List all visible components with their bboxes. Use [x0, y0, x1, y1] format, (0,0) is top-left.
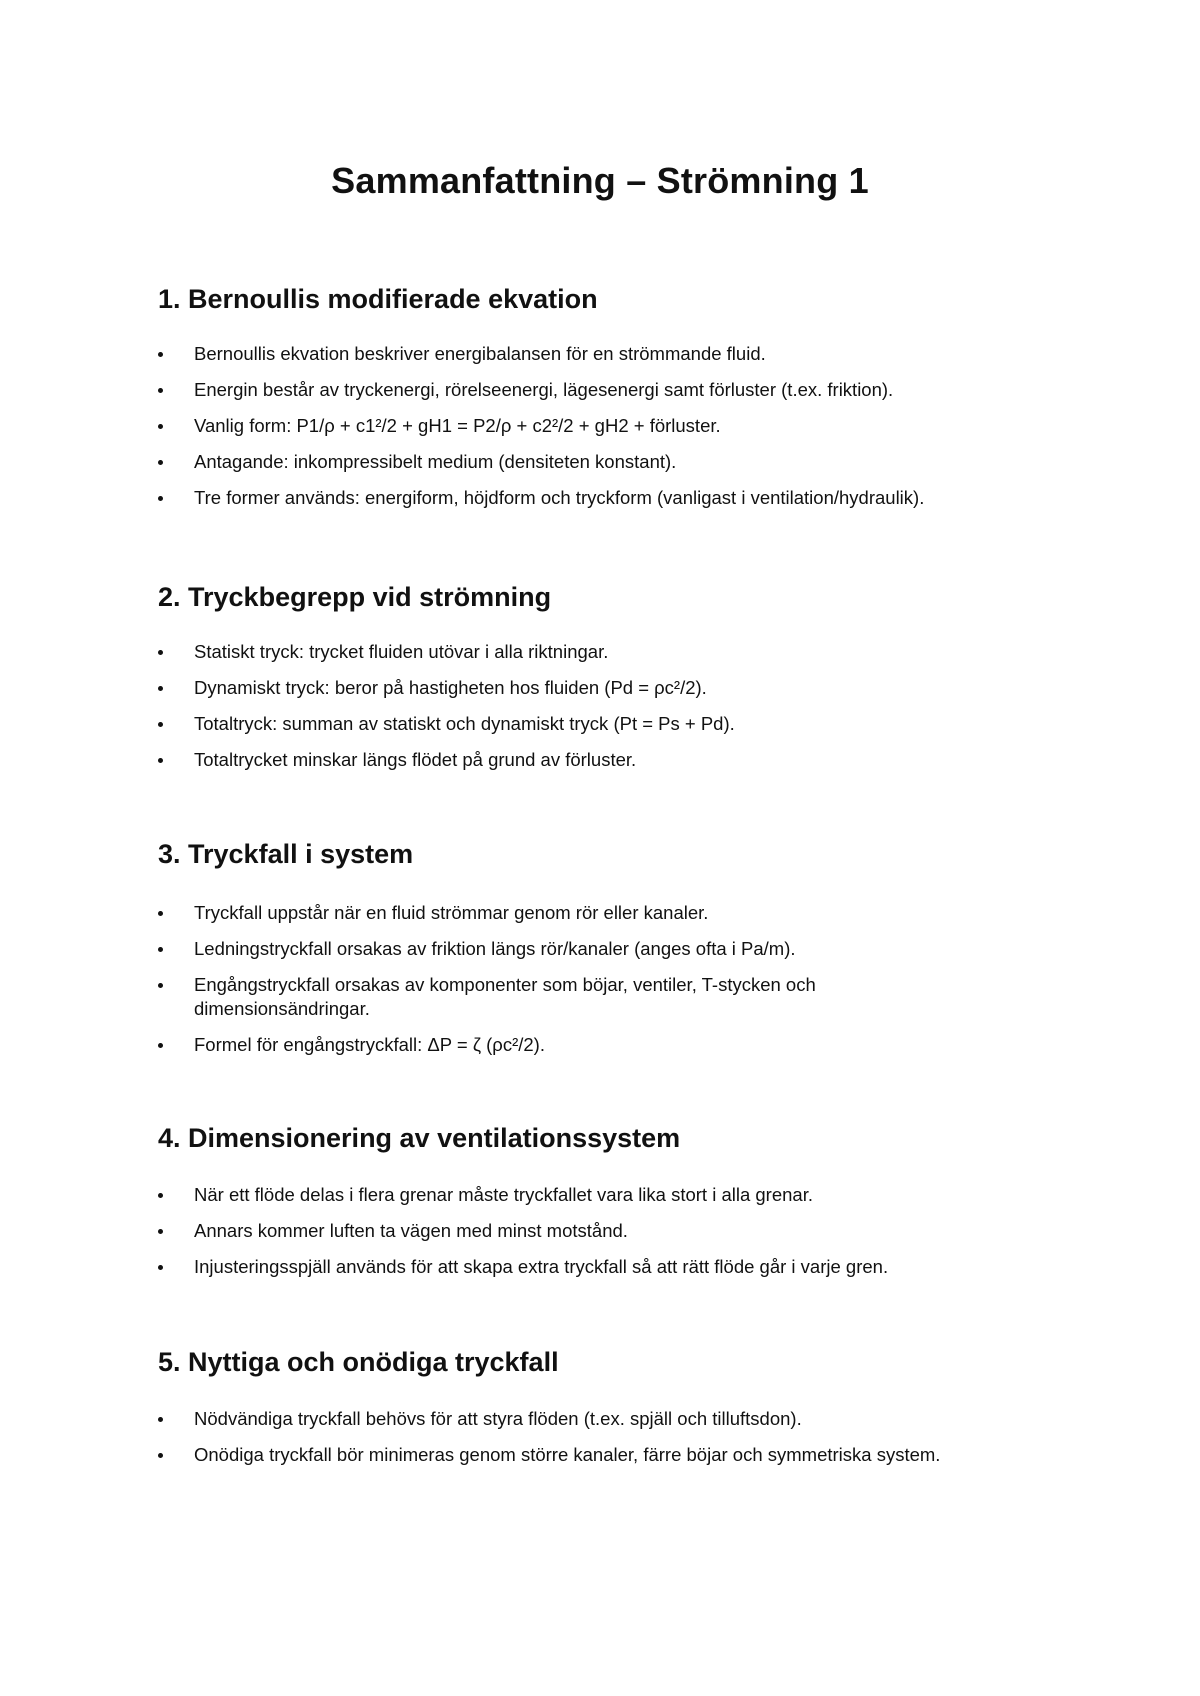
- list-item: Totaltrycket minskar längs flödet på grund av förluster.: [158, 748, 1058, 772]
- bullet-icon: [158, 424, 163, 429]
- bullet-icon: [158, 983, 163, 988]
- document-title: Sammanfattning – Strömning 1: [331, 160, 869, 201]
- bullet-icon: [158, 352, 163, 357]
- list-item: Statiskt tryck: trycket fluiden utövar i alla riktningar.: [158, 640, 1058, 664]
- list-item: Tre former används: energiform, höjdform och tryckform (vanligast i ventilation/hydraulik).: [158, 486, 1058, 510]
- section-bernoulli: [158, 282, 1058, 522]
- list-item: Totaltryck: summan av statiskt och dynamiskt tryck (Pt = Ps + Pd).: [158, 712, 1058, 736]
- list-item: När ett flöde delas i flera grenar måste tryckfallet vara lika stort i alla grenar.: [158, 1183, 1058, 1207]
- bullet-list: [158, 342, 1058, 510]
- section-nyttiga-tryckfall: [158, 1345, 1058, 1479]
- bullet-list: [158, 901, 1058, 1057]
- list-item: Vanlig form: P1/ρ + c1²/2 + gH1 = P2/ρ + c2²/2 + gH2 + förluster.: [158, 414, 1058, 438]
- bullet-icon: [158, 722, 163, 727]
- list-item: Injusteringsspjäll används för att skapa extra tryckfall så att rätt flöde går i varje gren.: [158, 1255, 1058, 1279]
- section-tryckbegrepp: [158, 580, 1058, 784]
- bullet-icon: [158, 686, 163, 691]
- list-item: Nödvändiga tryckfall behövs för att styra flöden (t.ex. spjäll och tilluftsdon).: [158, 1407, 1058, 1431]
- bullet-icon: [158, 650, 163, 655]
- list-item: Annars kommer luften ta vägen med minst motstånd.: [158, 1219, 1058, 1243]
- bullet-icon: [158, 758, 163, 763]
- section-heading: 1. Bernoullis modifierade ekvation: [158, 284, 598, 314]
- list-item: Energin består av tryckenergi, rörelseenergi, lägesenergi samt förluster (t.ex. friktion).: [158, 378, 1058, 402]
- bullet-icon: [158, 1265, 163, 1270]
- section-heading: 3. Tryckfall i system: [158, 839, 414, 869]
- bullet-icon: [158, 388, 163, 393]
- bullet-icon: [158, 947, 163, 952]
- section-tryckfall: [158, 837, 1058, 1069]
- bullet-icon: [158, 496, 163, 501]
- bullet-list: [158, 640, 1058, 772]
- list-item: Antagande: inkompressibelt medium (densiteten konstant).: [158, 450, 1058, 474]
- list-item: Ledningstryckfall orsakas av friktion längs rör/kanaler (anges ofta i Pa/m).: [158, 937, 1058, 961]
- bullet-icon: [158, 911, 163, 916]
- list-item: Engångstryckfall orsakas av komponenter som böjar, ventiler, T-stycken och dimensionsändringar.: [158, 973, 1058, 1021]
- bullet-list: [158, 1407, 1058, 1467]
- bullet-icon: [158, 1453, 163, 1458]
- section-heading: 4. Dimensionering av ventilationssystem: [158, 1123, 681, 1153]
- list-item: Formel för engångstryckfall: ΔP = ζ (ρc²/2).: [158, 1033, 1058, 1057]
- list-item: Onödiga tryckfall bör minimeras genom större kanaler, färre böjar och symmetriska system.: [158, 1443, 1058, 1467]
- section-heading: 5. Nyttiga och onödiga tryckfall: [158, 1347, 559, 1377]
- bullet-icon: [158, 460, 163, 465]
- bullet-icon: [158, 1193, 163, 1198]
- bullet-icon: [158, 1043, 163, 1048]
- section-dimensionering: [158, 1121, 1058, 1291]
- bullet-list: [158, 1183, 1058, 1279]
- list-item: Tryckfall uppstår när en fluid strömmar genom rör eller kanaler.: [158, 901, 1058, 925]
- section-heading: 2. Tryckbegrepp vid strömning: [158, 582, 552, 612]
- bullet-icon: [158, 1229, 163, 1234]
- list-item: Bernoullis ekvation beskriver energibalansen för en strömmande fluid.: [158, 342, 1058, 366]
- bullet-icon: [158, 1417, 163, 1422]
- list-item: Dynamiskt tryck: beror på hastigheten hos fluiden (Pd = ρc²/2).: [158, 676, 1058, 700]
